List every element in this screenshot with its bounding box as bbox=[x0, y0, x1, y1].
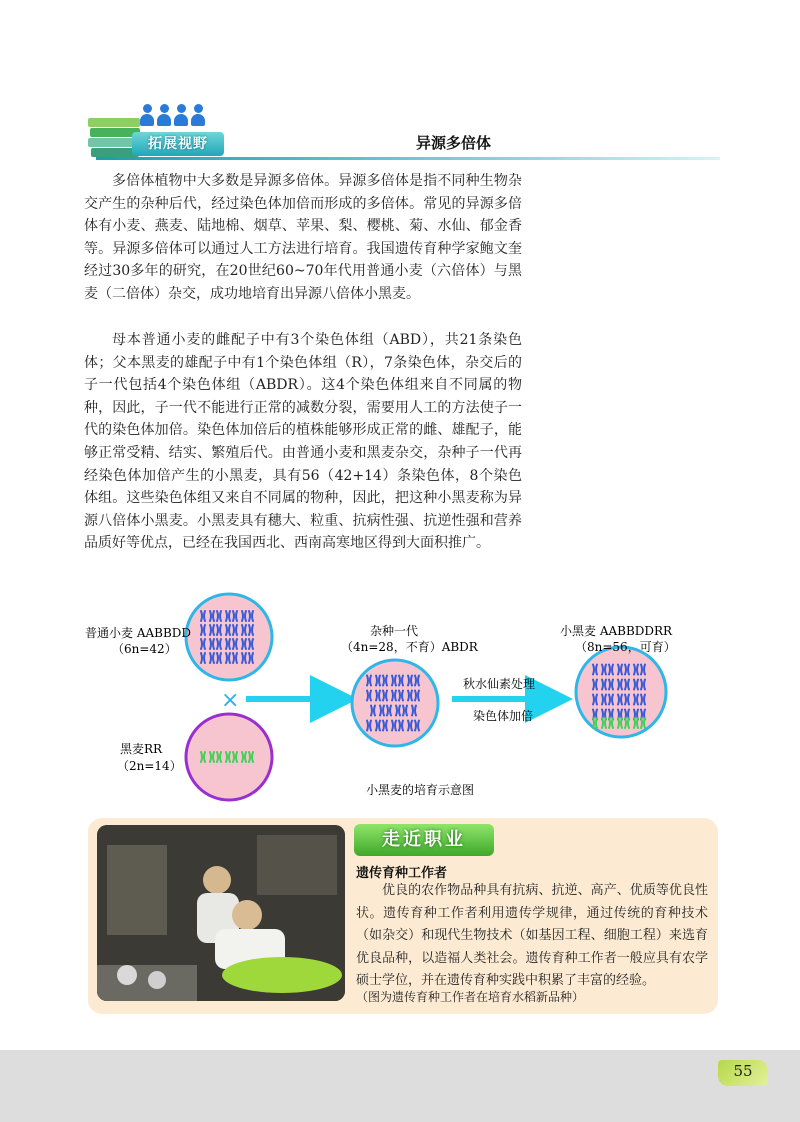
wheat-sub: （6n=42） bbox=[112, 642, 177, 656]
arrow-top-label: 秋水仙素处理 bbox=[463, 677, 536, 691]
f1-cell bbox=[352, 660, 438, 746]
rye-sub: （2n=14） bbox=[117, 759, 182, 773]
diagram-caption: 小黑麦的培育示意图 bbox=[366, 783, 475, 797]
body-paragraph-2: 母本普通小麦的雌配子中有3个染色体组（ABD），共21条染色体；父本黑麦的雄配子中有1个染色体组（R），7条染色体，杂交后的子一代包括4个染色体组（ABDR）。这4个染色体组来自不同属的物种，因此，子一代不能进行正常的减数分裂，需要用人工的方法使子一代的染色体加倍。染色体加倍后的植株能够形成正常的雌、雄配子，能够正常受精、结实、繁殖后代。由普通小麦和黑麦杂交，杂种子一代再经染色体加倍产生的小黑麦，具有56（42+14）条染色体，8个染色体组。这些染色体组又来自不同属的物种，因此，把这种小黑麦称为异源八倍体小黑麦。小黑麦具有穗大、粒重、抗病性强、抗逆性强和营养品质好等优点，已经在我国西北、西南高寒地区得到大面积推广。 bbox=[84, 332, 522, 552]
career-heading: 遗传育种工作者 bbox=[356, 866, 448, 881]
page-number: 55 bbox=[733, 1062, 753, 1080]
lab-photo bbox=[97, 825, 345, 1001]
rye-label: 黑麦RR bbox=[120, 742, 163, 756]
body-paragraph-1: 多倍体植物中大多数是异源多倍体。异源多倍体是指不同种生物杂交产生的杂种后代，经过染色体加倍而形成的多倍体。常见的异源多倍体有小麦、燕麦、陆地棉、烟草、苹果、梨、樱桃、菊、水仙、郁金香等。异源多倍体可以通过人工方法进行培育。我国遗传育种学家鲍文奎经过30多年的研究，在20世纪60~70年代用普通小麦（六倍体）与黑麦（二倍体）杂交，成功地培育出异源八倍体小黑麦。 bbox=[84, 173, 522, 302]
result-sub: （8n=56，可育） bbox=[575, 640, 676, 654]
header-divider bbox=[96, 157, 720, 160]
wheat-label: 普通小麦 AABBDD bbox=[85, 626, 192, 640]
cross-symbol: × bbox=[221, 688, 240, 713]
f1-sub: （4n=28，不育）ABDR bbox=[341, 640, 478, 654]
page-footer bbox=[0, 1050, 800, 1122]
people-icon bbox=[140, 104, 206, 128]
breeding-diagram bbox=[0, 590, 800, 810]
section-badge: 拓展视野 bbox=[132, 132, 224, 156]
career-badge: 走近职业 bbox=[354, 824, 494, 856]
section-title: 异源多倍体 bbox=[416, 134, 492, 152]
result-label: 小黑麦 AABBDDRR bbox=[560, 624, 673, 638]
wheat-cell bbox=[186, 594, 272, 680]
arrow-bottom-label: 染色体加倍 bbox=[473, 709, 534, 723]
f1-label: 杂种一代 bbox=[370, 624, 419, 638]
career-caption: （图为遗传育种工作者在培育水稻新品种） bbox=[356, 990, 585, 1004]
career-body: 优良的农作物品种具有抗病、抗逆、高产、优质等优良性状。遗传育种工作者利用遗传学规律，通过传统的育种技术（如杂交）和现代生物技术（如基因工程、细胞工程）来选育优良品种，以造福人类社会。遗传育种工作者一般应具有农学硕士学位，并在遗传育种实践中积累了丰富的经验。 bbox=[356, 883, 708, 988]
